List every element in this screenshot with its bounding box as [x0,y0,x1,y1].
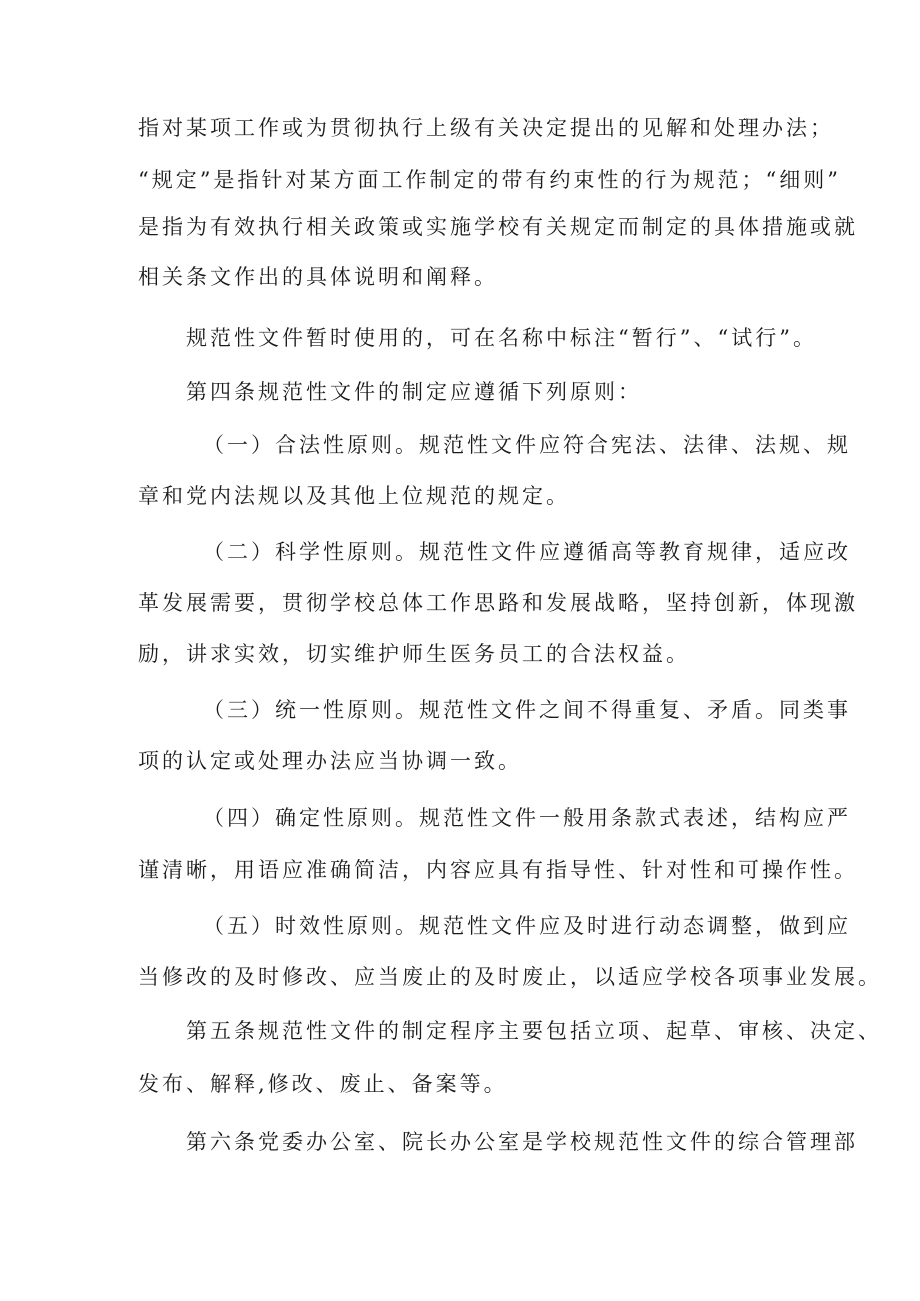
text-line: 相关条文作出的具体说明和阐释。 [138,265,498,289]
text-line: 第五条规范性文件的制定程序主要包括立项、起草、审核、决定、 [186,1019,882,1043]
text-line: （一）合法性原则。规范性文件应符合宪法、法律、法规、规 [203,433,851,457]
text-line: 规范性文件暂时使用的，可在名称中标注“暂行”、“试行”。 [186,326,817,350]
text-line: 当修改的及时修改、应当废止的及时废止，以适应学校各项事业发展。 [138,965,882,989]
text-line: 革发展需要，贯彻学校总体工作思路和发展战略，坚持创新，体现激 [138,591,858,615]
text-line: 谨清晰，用语应准确简洁，内容应具有指导性、针对性和可操作性。 [138,858,858,882]
text-line: （三）统一性原则。规范性文件之间不得重复、矛盾。同类事 [203,698,851,722]
text-line: （五）时效性原则。规范性文件应及时进行动态调整，做到应 [203,914,851,938]
text-line: （四）确定性原则。规范性文件一般用条款式表述，结构应严 [203,806,851,830]
text-line: 励，讲求实效，切实维护师生医务员工的合法权益。 [138,642,690,666]
text-line: 是指为有效执行相关政策或实施学校有关规定而制定的具体措施或就 [138,215,858,239]
text-line: “规定”是指针对某方面工作制定的带有约束性的行为规范；“细则” [138,168,841,192]
text-line: 项的认定或处理办法应当协调一致。 [138,749,522,773]
text-line: 第六条党委办公室、院长办公室是学校规范性文件的综合管理部 [186,1130,858,1154]
text-line: 第四条规范性文件的制定应遵循下列原则： [186,380,642,404]
text-line: 指对某项工作或为贯彻执行上级有关决定提出的见解和处理办法； [138,116,834,140]
text-line: 发布、解释,修改、废止、备案等。 [138,1072,508,1096]
text-line: 章和党内法规以及其他上位规范的规定。 [138,484,570,508]
text-line: （二）科学性原则。规范性文件应遵循高等教育规律，适应改 [203,540,851,564]
